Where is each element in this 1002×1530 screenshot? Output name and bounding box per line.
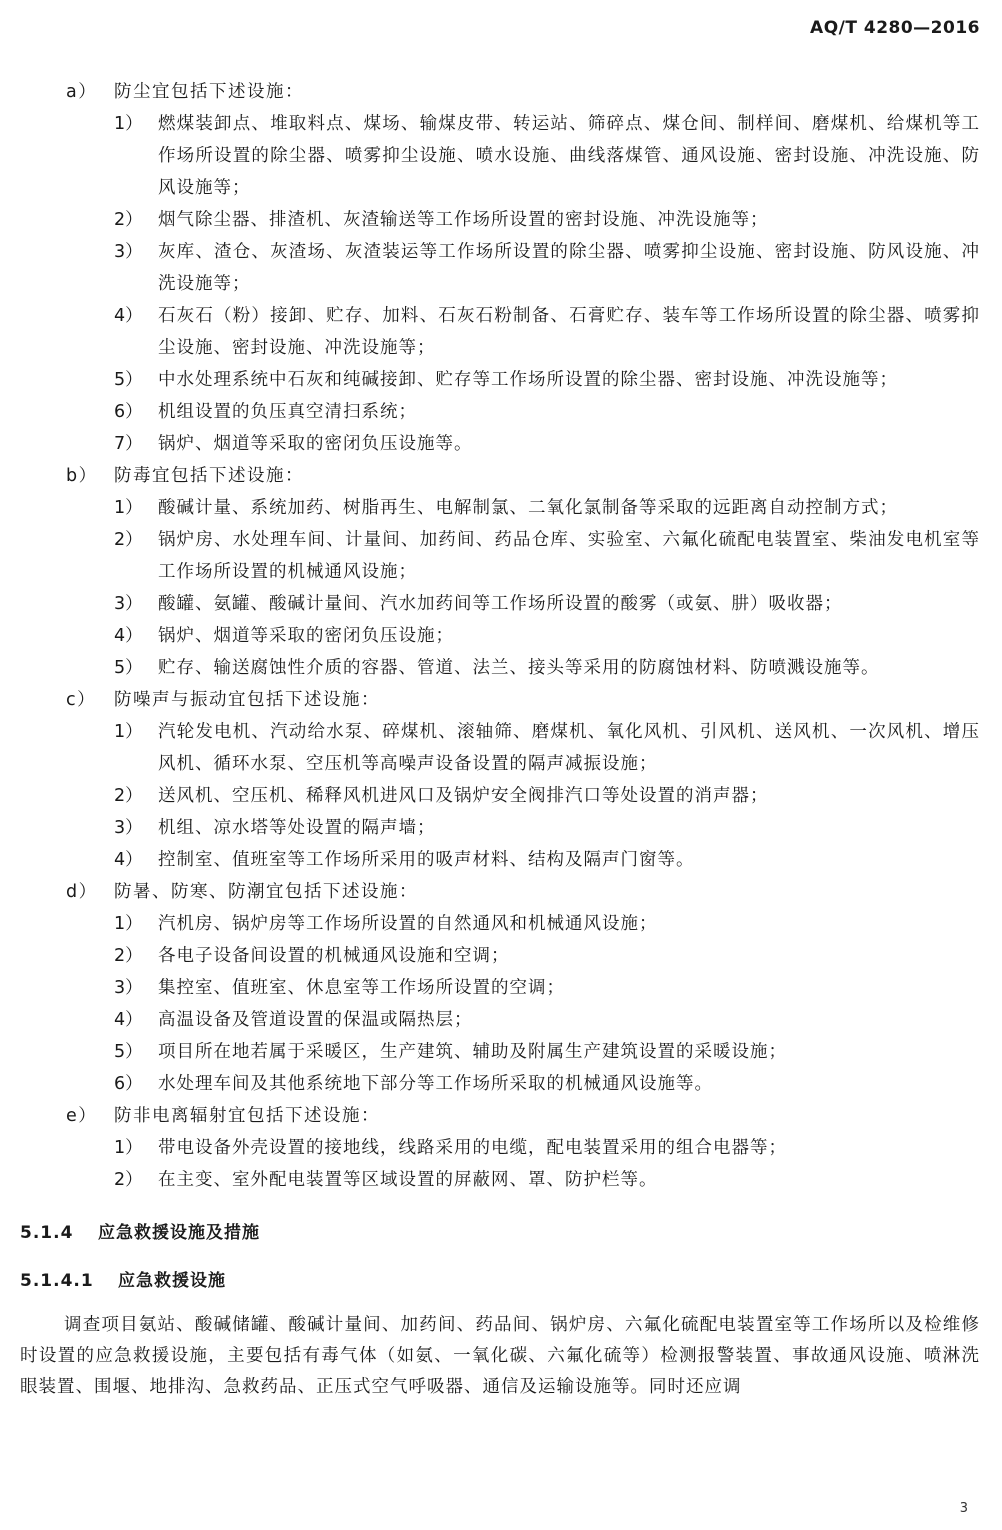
item-number: 1）	[114, 498, 143, 518]
document-code: AQ/T 4280—2016	[810, 18, 980, 38]
section-d	[0, 876, 1002, 1100]
item-text: 在主变、室外配电装置等区域设置的屏蔽网、罩、防护栏等。	[158, 1170, 658, 1190]
list-item	[0, 396, 1002, 428]
list-item	[0, 1132, 1002, 1164]
item-number: 2）	[114, 530, 143, 550]
list-item	[0, 652, 1002, 684]
item-text: 汽轮发电机、汽动给水泵、碎煤机、滚轴筛、磨煤机、氧化风机、引风机、送风机、一次风机、增压风机、循环水泵、空压机等高噪声设备设置的隔声减振设施；	[158, 722, 980, 774]
facility-sections	[0, 76, 1002, 1196]
list-item	[0, 204, 1002, 236]
item-number: 2）	[114, 1170, 143, 1190]
section-title: 防暑、防寒、防潮宜包括下述设施：	[114, 882, 418, 902]
list-item	[0, 1004, 1002, 1036]
item-number: 2）	[114, 946, 143, 966]
list-item	[0, 1068, 1002, 1100]
item-number: 4）	[114, 626, 143, 646]
section-b	[0, 460, 1002, 684]
item-number: 7）	[114, 434, 143, 454]
clause-title: 应急救援设施	[118, 1271, 226, 1291]
list-item	[0, 364, 1002, 396]
section-title: 防毒宜包括下述设施：	[114, 466, 304, 486]
section-label: c）	[66, 690, 97, 710]
item-text: 中水处理系统中石灰和纯碱接卸、贮存等工作场所设置的除尘器、密封设施、冲洗设施等；	[158, 370, 898, 390]
list-item	[0, 1036, 1002, 1068]
section-e	[0, 1100, 1002, 1196]
item-text: 带电设备外壳设置的接地线，线路采用的电缆，配电装置采用的组合电器等；	[158, 1138, 787, 1158]
item-text: 项目所在地若属于采暖区，生产建筑、辅助及附属生产建筑设置的采暖设施；	[158, 1042, 787, 1062]
item-number: 1）	[114, 914, 143, 934]
item-text: 集控室、值班室、休息室等工作场所设置的空调；	[158, 978, 565, 998]
list-item	[0, 908, 1002, 940]
item-number: 1）	[114, 722, 143, 742]
list-item	[0, 620, 1002, 652]
section-heading	[0, 460, 1002, 492]
item-text: 灰库、渣仓、灰渣场、灰渣装运等工作场所设置的除尘器、喷雾抑尘设施、密封设施、防风设施、冲洗设施等；	[158, 242, 980, 294]
page-number: 3	[959, 1501, 968, 1516]
item-number: 4）	[114, 306, 143, 326]
list-item	[0, 780, 1002, 812]
list-item	[0, 812, 1002, 844]
section-title: 防尘宜包括下述设施：	[114, 82, 304, 102]
item-text: 燃煤装卸点、堆取料点、煤场、输煤皮带、转运站、筛碎点、煤仓间、制样间、磨煤机、给煤机等工作场所设置的除尘器、喷雾抑尘设施、喷水设施、曲线落煤管、通风设施、密封设施、冲洗设施、防风设施等；	[158, 114, 980, 198]
section-label: b）	[66, 466, 98, 486]
list-item	[0, 844, 1002, 876]
list-item	[0, 236, 1002, 300]
item-text: 汽机房、锅炉房等工作场所设置的自然通风和机械通风设施；	[158, 914, 658, 934]
item-number: 4）	[114, 1010, 143, 1030]
clause-5-1-4-heading	[0, 1218, 1002, 1248]
clause-number: 5.1.4.1	[20, 1271, 94, 1291]
item-number: 3）	[114, 594, 143, 614]
item-text: 石灰石（粉）接卸、贮存、加料、石灰石粉制备、石膏贮存、装车等工作场所设置的除尘器、喷雾抑尘设施、密封设施、冲洗设施等；	[158, 306, 980, 358]
section-label: d）	[66, 882, 98, 902]
section-heading	[0, 1100, 1002, 1132]
section-c	[0, 684, 1002, 876]
clause-5-1-4-1-heading	[0, 1266, 1002, 1296]
body-paragraph: 调查项目氨站、酸碱储罐、酸碱计量间、加药间、药品间、锅炉房、六氟化硫配电装置室等工作场所以及检维修时设置的应急救援设施，主要包括有毒气体（如氨、一氧化碳、六氟化硫等）检测报警装置、事故通风设施、喷淋洗眼装置、围堰、地排沟、急救药品、正压式空气呼吸器、通信及运输设施等。同时还应调	[20, 1315, 980, 1397]
list-item	[0, 108, 1002, 204]
item-number: 1）	[114, 114, 143, 134]
item-number: 6）	[114, 1074, 143, 1094]
list-item	[0, 716, 1002, 780]
item-text: 送风机、空压机、稀释风机进风口及锅炉安全阀排汽口等处设置的消声器；	[158, 786, 769, 806]
item-number: 4）	[114, 850, 143, 870]
list-item	[0, 1164, 1002, 1196]
item-text: 锅炉房、水处理车间、计量间、加药间、药品仓库、实验室、六氟化硫配电装置室、柴油发电机室等工作场所设置的机械通风设施；	[158, 530, 980, 582]
section-heading	[0, 684, 1002, 716]
item-text: 机组设置的负压真空清扫系统；	[158, 402, 417, 422]
section-label: e）	[66, 1106, 98, 1126]
item-text: 酸罐、氨罐、酸碱计量间、汽水加药间等工作场所设置的酸雾（或氨、肼）吸收器；	[158, 594, 843, 614]
document-body	[0, 76, 1002, 1403]
item-text: 各电子设备间设置的机械通风设施和空调；	[158, 946, 510, 966]
list-item	[0, 588, 1002, 620]
list-item	[0, 524, 1002, 588]
item-number: 1）	[114, 1138, 143, 1158]
list-item	[0, 972, 1002, 1004]
item-number: 5）	[114, 658, 143, 678]
section-title: 防非电离辐射宜包括下述设施：	[114, 1106, 380, 1126]
list-item	[0, 428, 1002, 460]
item-text: 锅炉、烟道等采取的密闭负压设施等。	[158, 434, 473, 454]
item-number: 5）	[114, 1042, 143, 1062]
list-item	[0, 940, 1002, 972]
item-number: 6）	[114, 402, 143, 422]
item-text: 控制室、值班室等工作场所采用的吸声材料、结构及隔声门窗等。	[158, 850, 695, 870]
item-number: 3）	[114, 978, 143, 998]
section-a	[0, 76, 1002, 460]
list-item	[0, 492, 1002, 524]
item-text: 高温设备及管道设置的保温或隔热层；	[158, 1010, 473, 1030]
clause-title: 应急救援设施及措施	[98, 1223, 260, 1243]
item-text: 贮存、输送腐蚀性介质的容器、管道、法兰、接头等采用的防腐蚀材料、防喷溅设施等。	[158, 658, 880, 678]
item-number: 2）	[114, 786, 143, 806]
item-number: 3）	[114, 242, 143, 262]
section-heading	[0, 76, 1002, 108]
item-text: 水处理车间及其他系统地下部分等工作场所采取的机械通风设施等。	[158, 1074, 713, 1094]
item-text: 酸碱计量、系统加药、树脂再生、电解制氯、二氧化氯制备等采取的远距离自动控制方式；	[158, 498, 898, 518]
item-number: 3）	[114, 818, 143, 838]
item-text: 机组、凉水塔等处设置的隔声墙；	[158, 818, 436, 838]
item-text: 烟气除尘器、排渣机、灰渣输送等工作场所设置的密封设施、冲洗设施等；	[158, 210, 769, 230]
section-title: 防噪声与振动宜包括下述设施：	[114, 690, 380, 710]
section-heading	[0, 876, 1002, 908]
item-number: 5）	[114, 370, 143, 390]
clause-number: 5.1.4	[20, 1223, 74, 1243]
section-label: a）	[66, 82, 98, 102]
item-number: 2）	[114, 210, 143, 230]
list-item	[0, 300, 1002, 364]
item-text: 锅炉、烟道等采取的密闭负压设施；	[158, 626, 454, 646]
